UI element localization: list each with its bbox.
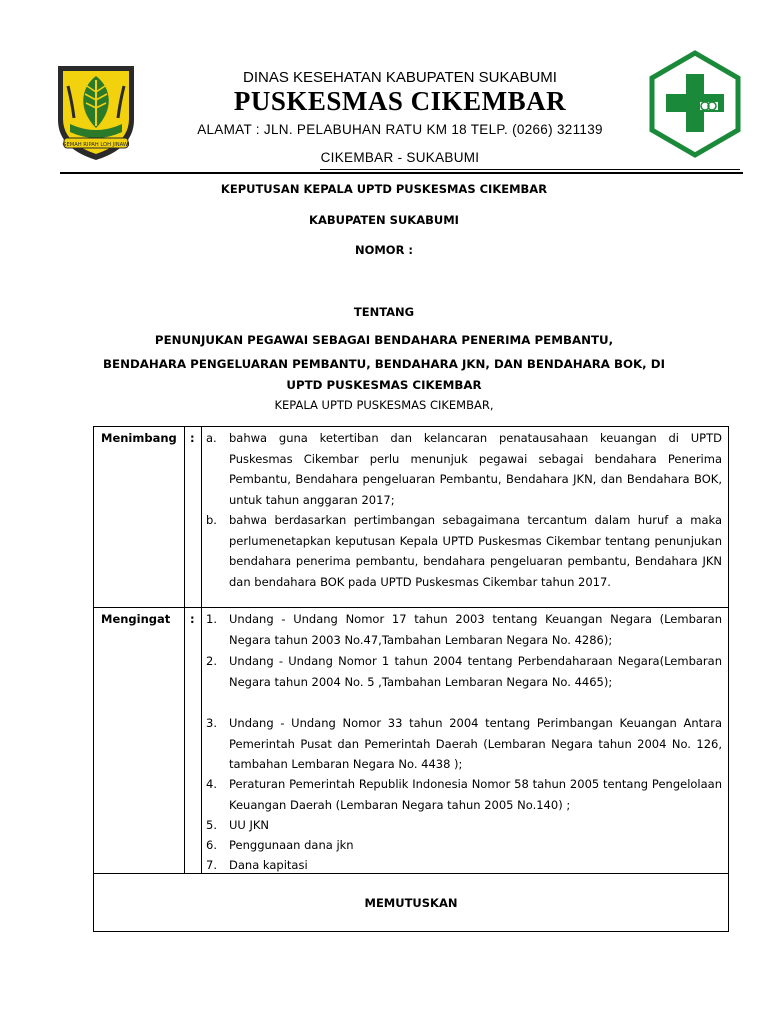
table-column-divider	[201, 427, 202, 873]
list-item	[206, 651, 722, 692]
letterhead-divider-thick	[60, 172, 743, 174]
mengingat-label: Mengingat	[101, 612, 171, 626]
list-item-text: Peraturan Pemerintah Republik Indonesia Nomor 58 tahun 2005 tentang Pengelolaan Keuangan Daerah (Lembaran Negara tahun 2005 No.140) ;	[229, 777, 722, 812]
menimbang-colon: :	[190, 431, 195, 445]
list-item-marker: 1.	[206, 612, 217, 626]
menimbang-label: Menimbang	[101, 431, 177, 445]
list-item	[206, 855, 722, 876]
decision-heading: MEMUTUSKAN	[364, 896, 458, 910]
decree-about-label: TENTANG	[353, 305, 415, 319]
table-column-divider	[184, 427, 185, 873]
decree-subject-line: PENUNJUKAN PEGAWAI SEBAGAI BENDAHARA PENERIMA PEMBANTU,	[154, 333, 614, 347]
institution-city: CIKEMBAR - SUKABUMI	[320, 150, 480, 165]
list-item-marker: a.	[206, 431, 217, 445]
institution-name: PUSKESMAS CIKEMBAR	[233, 86, 567, 116]
list-item-marker: 2.	[206, 654, 217, 668]
list-item	[206, 835, 722, 856]
decree-number: NOMOR :	[354, 243, 414, 257]
list-item-text: UU JKN	[229, 818, 270, 832]
list-item-text: Dana kapitasi	[229, 858, 308, 872]
list-item	[206, 815, 722, 836]
list-item-text: Penggunaan dana jkn	[229, 838, 354, 852]
list-item-text: bahwa guna ketertiban dan kelancaran penatausahaan keuangan di UPTD Puskesmas Cikembar perlu menunjuk pegawai sebagai bendahara Penerima Pembantu, Bendahara pengeluaran Pembantu, Bendahara JKN, dan Bendahara BOK, untuk tahun anggaran 2017;	[229, 431, 722, 507]
decree-title: KEPUTUSAN KEPALA UPTD PUSKESMAS CIKEMBAR	[220, 182, 548, 196]
shield-emblem-icon	[54, 62, 138, 162]
institution-address: ALAMAT : JLN. PELABUHAN RATU KM 18 TELP. (0266) 321139	[197, 122, 603, 137]
decree-issuer: KEPALA UPTD PUSKESMAS CIKEMBAR,	[274, 398, 494, 412]
letterhead-divider-thin	[320, 169, 740, 170]
decree-regency: KABUPATEN SUKABUMI	[309, 213, 459, 227]
list-item-marker: 5.	[206, 818, 217, 832]
decree-subject-line: BENDAHARA PENGELUARAN PEMBANTU, BENDAHARA JKN, DAN BENDAHARA BOK, DI	[103, 357, 665, 371]
list-item-marker: b.	[206, 513, 217, 527]
list-item-marker: 6.	[206, 838, 217, 852]
table-row-divider	[94, 607, 728, 608]
list-item	[206, 774, 722, 815]
list-item	[206, 609, 722, 650]
list-item-text: Undang - Undang Nomor 17 tahun 2003 tentang Keuangan Negara (Lembaran Negara tahun 2003 No.47,Tambahan Lembaran Negara No. 4286);	[229, 612, 722, 647]
list-item-text: Undang - Undang Nomor 1 tahun 2004 tentang Perbendaharaan Negara(Lembaran Negara tahun 2004 No. 5 ,Tambahan Lembaran Negara No. 4465);	[229, 654, 722, 689]
puskesmas-cross-icon	[648, 50, 742, 158]
puskesmas-logo	[648, 50, 742, 158]
emblem-motto: GEMAH RIPAH LOH JINAWI	[62, 142, 130, 148]
list-item-text: Undang - Undang Nomor 33 tahun 2004 tentang Perimbangan Keuangan Antara Pemerintah Pusat dan Pemerintah Daerah (Lembaran Negara tahun 2004 No. 126, tambahan Lembaran Negara No. 4438 );	[229, 716, 722, 771]
list-item-marker: 3.	[206, 716, 217, 730]
decree-table	[93, 426, 729, 932]
list-item-marker: 4.	[206, 777, 217, 791]
list-item	[206, 510, 722, 592]
decree-subject-line: UPTD PUSKESMAS CIKEMBAR	[286, 378, 482, 392]
list-item-marker: 7.	[206, 858, 217, 872]
list-item	[206, 428, 722, 510]
list-item	[206, 713, 722, 775]
mengingat-colon: :	[190, 612, 195, 626]
agency-name: DINAS KESEHATAN KABUPATEN SUKABUMI	[243, 69, 557, 86]
list-item-text: bahwa berdasarkan pertimbangan sebagaimana tercantum dalam huruf a maka perlumenetapkan keputusan Kepala UPTD Puskesmas Cikembar tentang penunjukan bendahara penerima pembantu, bendahara pengeluaran pembantu, Bendahara JKN dan bendahara BOK pada UPTD Puskesmas Cikembar tahun 2017.	[229, 513, 722, 589]
sukabumi-regency-emblem	[54, 62, 138, 162]
